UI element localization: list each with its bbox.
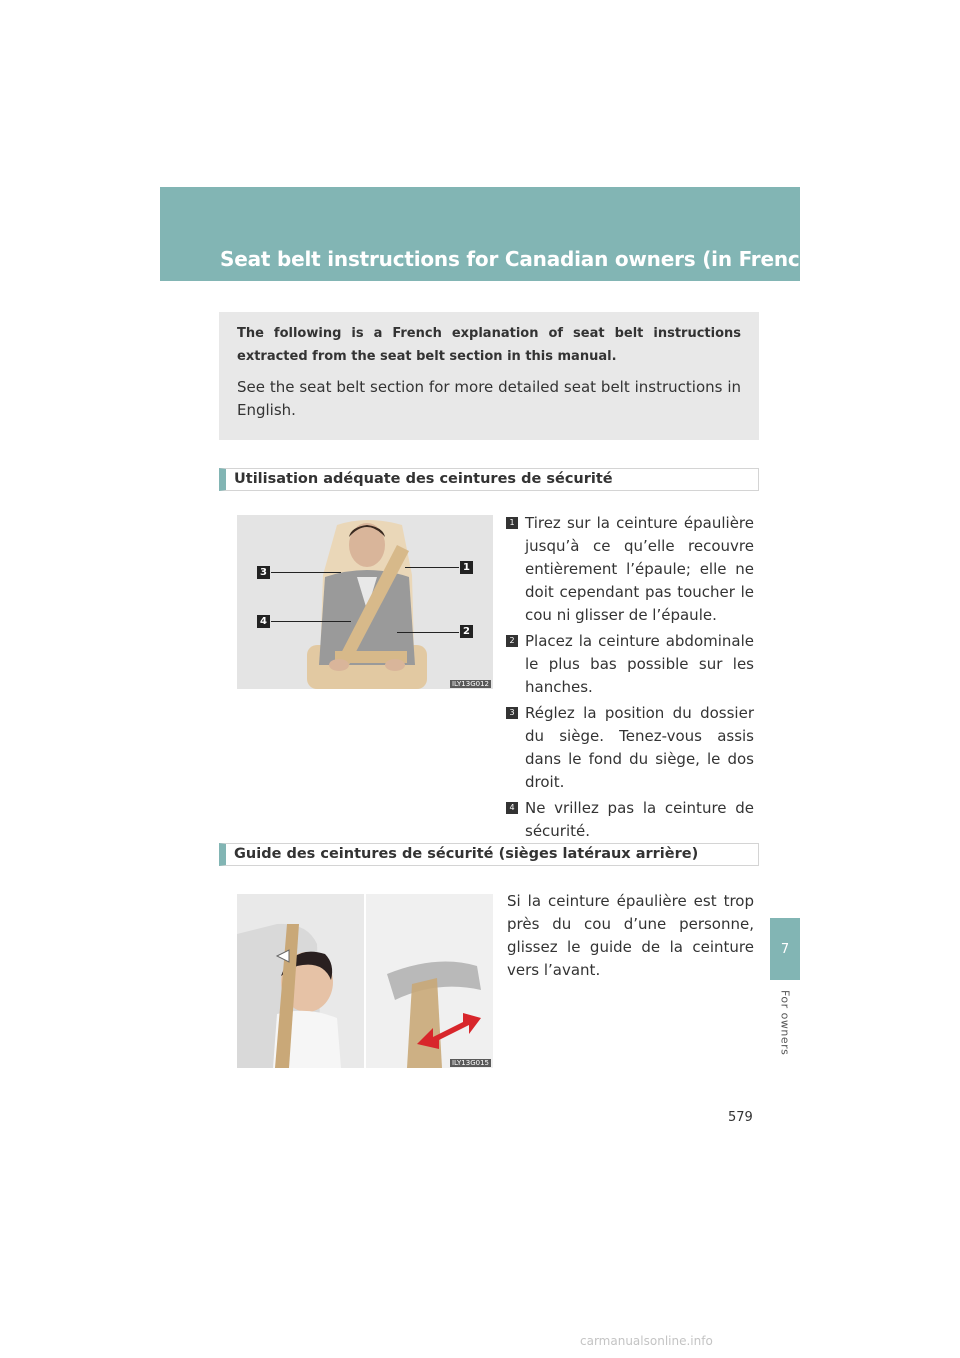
list-item — [506, 630, 754, 699]
seat-belt-figure — [237, 515, 493, 689]
step-text: Placez la ceinture abdominale le plus bas possible sur les hanches. — [525, 632, 754, 696]
step-text: Tirez sur la ceinture épaulière jusqu’à ce qu’elle recouvre entièrement l’épaule; elle ne doit cependant pas toucher le cou ni glisser de l’épaule. — [525, 514, 754, 624]
belt-guide-figure — [237, 894, 493, 1068]
list-item — [506, 797, 754, 843]
callout-1: 1 — [460, 561, 473, 574]
section-heading-guide: Guide des ceintures de sécurité (sièges latéraux arrière) — [219, 843, 759, 866]
intro-text: See the seat belt section for more detailed seat belt instructions in English. — [237, 378, 741, 419]
callout-line-3 — [271, 572, 341, 573]
callout-3: 3 — [257, 566, 270, 579]
figure-code: ILY13G012 — [451, 680, 489, 688]
intro-box — [219, 312, 759, 440]
page-title: Seat belt instructions for Canadian owners (in French) — [220, 247, 823, 271]
page-number: 579 — [728, 1110, 753, 1125]
step-marker-4: 4 — [506, 802, 518, 814]
step-text: Réglez la position du dossier du siège. Tenez-vous assis dans le fond du siège, le dos droit. — [525, 704, 754, 791]
callout-line-1 — [405, 567, 459, 568]
intro-bold-text: The following is a French explanation of seat belt instructions extracted from the seat belt section in this manual. — [237, 326, 741, 364]
step-list — [506, 512, 754, 846]
callout-2: 2 — [460, 625, 473, 638]
section-heading-usage: Utilisation adéquate des ceintures de sécurité — [219, 468, 759, 491]
chapter-label — [770, 990, 800, 1070]
figure-code: ILY13G015 — [451, 1059, 489, 1067]
step-marker-2: 2 — [506, 635, 518, 647]
guide-text: Si la ceinture épaulière est trop près du cou d’une personne, glissez le guide de la ceinture vers l’avant. — [507, 892, 754, 979]
belt-guide-illustration — [237, 894, 493, 1068]
step-marker-1: 1 — [506, 517, 518, 529]
chapter-label-text: For owners — [778, 990, 792, 1056]
chapter-tab[interactable]: 7 — [770, 918, 800, 980]
callout-4: 4 — [257, 615, 270, 628]
callout-line-2 — [397, 632, 459, 633]
seated-person-illustration — [237, 515, 493, 689]
list-item — [506, 702, 754, 794]
page-header-band — [160, 187, 823, 281]
step-marker-3: 3 — [506, 707, 518, 719]
list-item — [506, 512, 754, 627]
watermark: carmanualsonline.info — [580, 1334, 713, 1348]
callout-line-4 — [271, 621, 351, 622]
step-text: Ne vrillez pas la ceinture de sécurité. — [525, 799, 754, 840]
